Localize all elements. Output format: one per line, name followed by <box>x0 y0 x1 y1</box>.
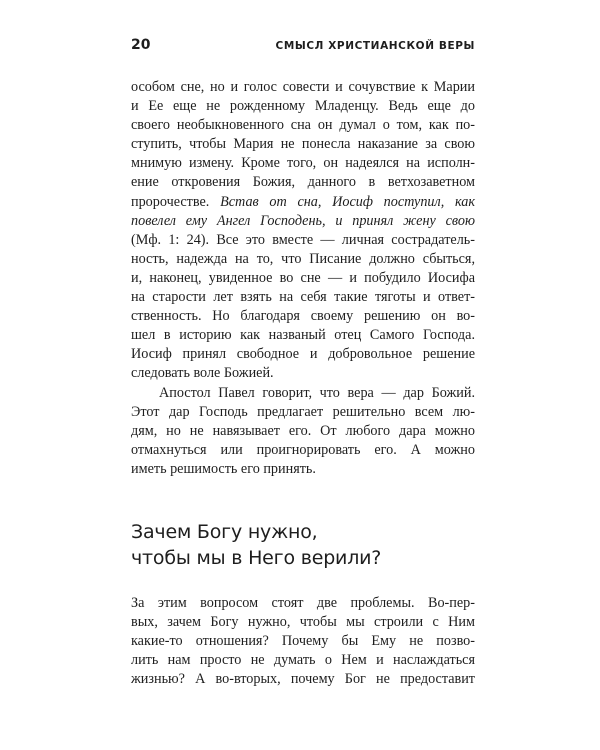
text-line: своего необыкновенного сна он думал о том, как по- <box>131 117 475 134</box>
text-line: Этот дар Господь предлагает решительно всем лю- <box>131 403 475 420</box>
text-plain: пророчестве. <box>131 193 221 210</box>
section-heading <box>131 519 475 571</box>
section-spacer <box>131 571 475 594</box>
text-line: ственность. Но благодаря своему решению он во- <box>131 308 475 325</box>
text-line: следовать воле Божией. <box>131 365 274 382</box>
paragraph-two-problems <box>131 594 475 689</box>
scripture-quote: повелел ему Ангел Господень, и принял жену свою <box>131 212 475 229</box>
heading-line: Зачем Богу нужно, <box>131 520 318 543</box>
text-line: лить нам просто не думать о Нем и наслаждаться <box>131 652 475 669</box>
paragraph-joseph <box>131 78 475 384</box>
text-line: Иосиф принял свободное и добровольное решение <box>131 346 475 363</box>
text-line: (Мф. 1: 24). Все это вместе — личная сострадатель- <box>131 231 475 248</box>
text-line: ение откровения Божия, данного в ветхозаветном <box>131 174 475 191</box>
paragraph-apostle-paul <box>131 384 475 479</box>
page-number: 20 <box>131 37 151 53</box>
text-line: особом сне, но и голос совести и сочувствие к Марии <box>131 79 475 95</box>
text-line: ступить, чтобы Мария не понесла наказание за свою <box>131 136 475 153</box>
body-text <box>131 78 475 689</box>
text-line: на старости лет взять на себя такие тяготы и ответ- <box>131 289 475 306</box>
text-line: Апостол Павел говорит, что вера — дар Божий. <box>159 384 475 401</box>
text-line: иметь решимость его принять. <box>131 460 316 477</box>
text-line: шел в историю как названый отец Самого Господа. <box>131 327 475 344</box>
text-line <box>131 212 475 231</box>
book-title: СМЫСЛ ХРИСТИАНСКОЙ ВЕРЫ <box>275 40 475 52</box>
text-line: вых, зачем Богу нужно, чтобы мы строили с Ним <box>131 614 475 631</box>
text-line: и Ее еще не рожденному Младенцу. Ведь еще до <box>131 98 475 115</box>
heading-line: чтобы мы в Него верили? <box>131 546 382 569</box>
text-line: и, наконец, увиденное во сне — и побудило Иосифа <box>131 269 475 286</box>
text-line: какие-то отношения? Почему бы Ему не позво- <box>131 633 475 650</box>
text-line: За этим вопросом стоят две проблемы. Во-пер- <box>131 594 475 611</box>
section-spacer <box>131 479 475 519</box>
text-line: отмахнуться или проигнорировать его. А можно <box>131 441 475 458</box>
scripture-quote: Встав от сна, Иосиф поступил, как <box>220 193 475 210</box>
text-line: дям, но не навязывает его. От любого дара можно <box>131 422 475 439</box>
text-line-mixed <box>131 193 475 212</box>
running-head <box>131 36 475 60</box>
text-line: мнимую измену. Кроме того, он надеялся на исполн- <box>131 155 475 172</box>
text-line: ность, надежда на то, что Писание должно сбыться, <box>131 250 475 267</box>
text-line: жизнью? А во-вторых, почему Бог не предоставит <box>131 671 475 688</box>
